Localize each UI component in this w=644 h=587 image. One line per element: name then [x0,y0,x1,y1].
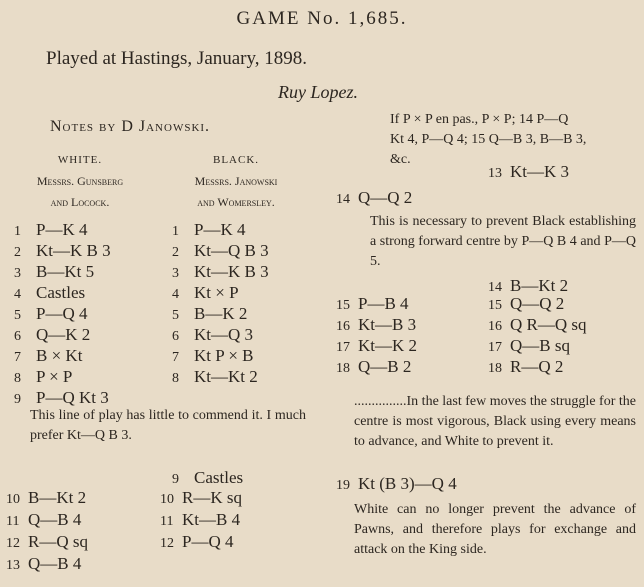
move-text: Kt × P [194,283,239,302]
move-text: Q—B sq [510,336,570,355]
move-text: Kt—K B 3 [194,262,269,281]
move-text: P—Q 4 [36,304,88,323]
move-number: 13 [488,166,502,181]
move-text: R—Q sq [28,532,88,551]
right-note-line3: &c. [390,152,411,167]
move-text: P—Q 4 [182,532,234,551]
move-8-black [172,367,258,387]
move-number: 12 [160,536,174,551]
move-text: Q—B 2 [358,357,412,376]
move-number: 5 [14,308,21,323]
move-text: Q R—Q sq [510,315,587,334]
move-text: P × P [36,367,73,386]
move-text: B—Kt 2 [510,276,569,295]
move-text: B × Kt [36,346,83,365]
move-number: 1 [14,224,21,239]
white-players-line1: Messrs. Gunsberg [36,174,124,188]
move-2-white [14,241,111,261]
move-11-white [6,510,81,530]
right-note-line1: If P × P en pas., P × P; 14 P—Q [390,112,569,127]
move-14-white [336,188,412,208]
move-10-white [6,488,86,508]
note-3: ...............In the last few moves the struggle for the centre is most vigorous, Black using every means to advance, and White to prevent it. [354,394,636,449]
move-9-black [172,468,243,488]
move-17-white [336,336,417,356]
move-14-black [488,276,568,296]
move-1-white [14,220,87,240]
move-text: Kt—B 4 [182,510,241,529]
move-8-white [14,367,72,387]
move-text: Q—Q 2 [358,188,413,207]
move-text: Castles [36,283,86,302]
move-text: P—B 4 [358,294,409,313]
move-15-white [336,294,409,314]
move-number: 17 [488,340,502,355]
black-players-line2: and Womersley. [197,195,275,209]
move-number: 16 [488,319,502,334]
move-number: 2 [14,245,21,260]
move-number: 14 [488,280,502,295]
move-text: B—Kt 2 [28,488,87,507]
move-3-black [172,262,269,282]
move-number: 19 [336,478,350,493]
move-number: 8 [172,371,179,386]
move-7-black [172,346,254,366]
note-4: White can no longer prevent the advance of Pawns, and therefore plays for exchange and attack on the King side. [354,502,636,557]
move-text: Kt—Q B 3 [194,241,269,260]
move-4-black [172,283,239,303]
white-header [10,150,150,213]
move-18-black [488,357,563,377]
move-2-black [172,241,269,261]
right-note-line2: Kt 4, P—Q 4; 15 Q—B 3, B—B 3, [390,132,587,147]
move-number: 11 [6,514,20,529]
move-number: 11 [160,514,174,529]
move-12-black [160,532,233,552]
move-text: Kt—B 3 [358,315,417,334]
move-number: 10 [6,492,20,507]
move-text: Castles [194,468,244,487]
notes-by: Notes by D Janowski. [50,118,211,135]
move-text: B—Kt 5 [36,262,95,281]
move-text: Q—K 2 [36,325,91,344]
move-number: 3 [172,266,179,281]
move-9-white [14,388,109,408]
note-1: This line of play has little to commend it. I much prefer Kt—Q B 3. [30,408,306,443]
move-text: Q—Q 2 [510,294,565,313]
move-text: Kt (B 3)—Q 4 [358,474,457,493]
move-number: 1 [172,224,179,239]
move-text: Kt—K 2 [358,336,418,355]
move-10-black [160,488,242,508]
move-12-white [6,532,88,552]
black-players-line1: Messrs. Janowski [194,174,278,188]
move-4-white [14,283,85,303]
move-number: 18 [336,361,350,376]
move-number: 9 [14,392,21,407]
move-number: 13 [6,558,20,573]
move-text: P—K 4 [194,220,246,239]
move-number: 12 [6,536,20,551]
move-number: 16 [336,319,350,334]
move-18-white [336,357,411,377]
note-2: This is necessary to prevent Black establishing a strong forward centre by P—Q B 4 and P—Q 5. [370,214,636,269]
move-text: Kt—Kt 2 [194,367,258,386]
move-text: R—Q 2 [510,357,564,376]
right-note-top [390,110,586,170]
move-number: 15 [488,298,502,313]
move-number: 2 [172,245,179,260]
move-text: P—K 4 [36,220,88,239]
move-text: B—K 2 [194,304,248,323]
move-3-white [14,262,94,282]
move-5-white [14,304,87,324]
opening-name: Ruy Lopez. [278,82,358,102]
move-5-black [172,304,247,324]
move-number: 17 [336,340,350,355]
move-number: 18 [488,361,502,376]
move-7-white [14,346,82,366]
move-6-white [14,325,90,345]
move-number: 3 [14,266,21,281]
black-label: BLACK. [212,154,260,166]
move-1-black [172,220,245,240]
move-number: 7 [172,350,179,365]
move-number: 9 [172,472,179,487]
move-number: 5 [172,308,179,323]
move-number: 8 [14,371,21,386]
move-13-black [488,162,569,182]
move-number: 10 [160,492,174,507]
move-text: P—Q Kt 3 [36,388,109,407]
move-16-white [336,315,416,335]
move-text: Q—B 4 [28,510,82,529]
move-text: Kt—K B 3 [36,241,111,260]
move-15-black [488,294,564,314]
move-text: R—K sq [182,488,242,507]
move-number: 15 [336,298,350,313]
white-label: WHITE. [57,154,103,166]
move-number: 4 [172,287,179,302]
move-11-black [160,510,240,530]
move-19-white [336,474,457,494]
move-13-white [6,554,81,574]
white-players-line2: and Locock. [50,195,110,209]
move-number: 14 [336,192,350,207]
move-text: Kt P × B [194,346,254,365]
played-at: Played at Hastings, January, 1898. [46,48,308,69]
move-number: 6 [172,329,179,344]
move-text: Kt—Q 3 [194,325,254,344]
move-16-black [488,315,587,335]
move-text: Kt—K 3 [510,162,570,181]
black-header [166,150,306,213]
move-6-black [172,325,253,345]
move-text: Q—B 4 [28,554,82,573]
move-17-black [488,336,570,356]
game-title: GAME No. 1,685. [236,8,408,29]
move-number: 6 [14,329,21,344]
move-number: 4 [14,287,21,302]
move-number: 7 [14,350,21,365]
